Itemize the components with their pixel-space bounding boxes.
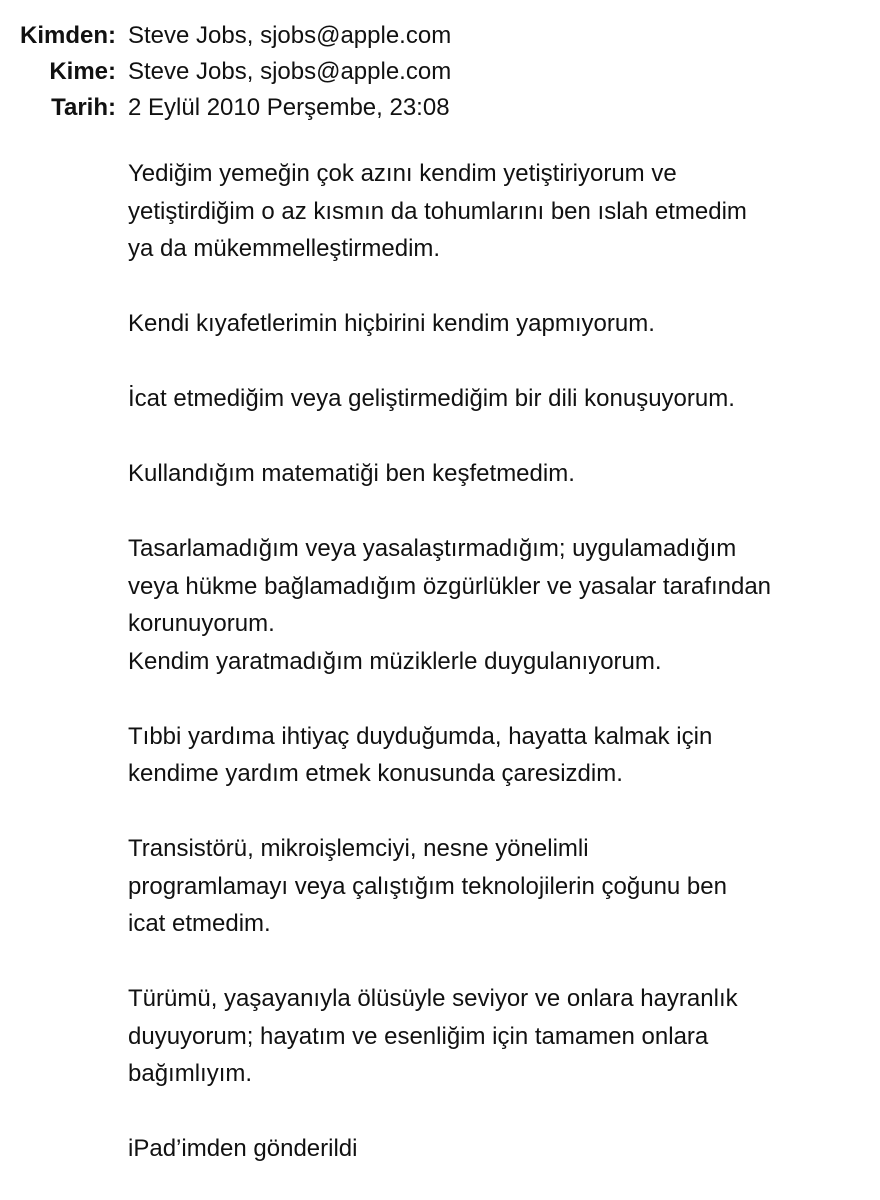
paragraph-medical	[128, 718, 848, 793]
paragraph-food	[128, 155, 848, 268]
paragraph-line: Yediğim yemeğin çok azını kendim yetiştiriyorum ve	[128, 160, 677, 187]
paragraph-line: Kendi kıyafetlerimin hiçbirini kendim yapmıyorum.	[128, 310, 655, 337]
to-row	[0, 54, 880, 90]
paragraph-line: veya hükme bağlamadığım özgürlükler ve yasalar tarafından	[128, 572, 772, 600]
paragraph-line: korunuyorum.	[128, 610, 275, 637]
paragraph-clothes	[128, 305, 848, 343]
from-label: Kimden:	[20, 22, 116, 49]
email-headers	[0, 18, 880, 126]
paragraph-math	[128, 455, 848, 493]
email-signature: iPad’imden gönderildi	[128, 1135, 358, 1162]
date-row	[0, 90, 880, 126]
paragraph-freedoms	[128, 530, 848, 643]
to-label: Kime:	[49, 58, 116, 85]
paragraph-line: ya da mükemmelleştirmedim.	[128, 235, 441, 262]
paragraph-line: kendime yardım etmek konusunda çaresizdim.	[128, 760, 623, 787]
paragraph-language	[128, 380, 848, 418]
paragraph-technology	[128, 830, 848, 943]
date-label: Tarih:	[51, 94, 116, 121]
paragraph-line: duyuyorum; hayatım ve esenliğim için tamamen onlara	[128, 1022, 709, 1050]
email-body	[128, 155, 848, 1168]
paragraph-line: İcat etmediğim veya geliştirmediğim bir dili konuşuyorum.	[128, 385, 735, 412]
paragraph-line: Tasarlamadığım veya yasalaştırmadığım; uygulamadığım	[128, 535, 737, 562]
paragraph-line: Transistörü, mikroişlemciyi, nesne yönelimli	[128, 835, 589, 862]
paragraph-line: Türümü, yaşayanıyla ölüsüyle seviyor ve onlara hayranlık	[128, 985, 738, 1012]
date-value: 2 Eylül 2010 Perşembe, 23:08	[128, 94, 450, 121]
paragraph-species	[128, 980, 848, 1093]
paragraph-music	[128, 643, 848, 681]
from-value: Steve Jobs, sjobs@apple.com	[128, 22, 452, 49]
paragraph-line: yetiştirdiğim o az kısmın da tohumlarını ben ıslah etmedim	[128, 197, 747, 225]
paragraph-line: icat etmedim.	[128, 910, 271, 937]
paragraph-line: Kendim yaratmadığım müziklerle duygulanıyorum.	[128, 647, 662, 675]
paragraph-line: bağımlıyım.	[128, 1060, 253, 1087]
paragraph-line: programlamayı veya çalıştığım teknolojilerin çoğunu ben	[128, 872, 727, 900]
from-row	[0, 18, 880, 54]
to-value: Steve Jobs, sjobs@apple.com	[128, 58, 452, 85]
paragraph-line: Kullandığım matematiği ben keşfetmedim.	[128, 460, 575, 487]
paragraph-line: Tıbbi yardıma ihtiyaç duyduğumda, hayatta kalmak için	[128, 722, 713, 750]
